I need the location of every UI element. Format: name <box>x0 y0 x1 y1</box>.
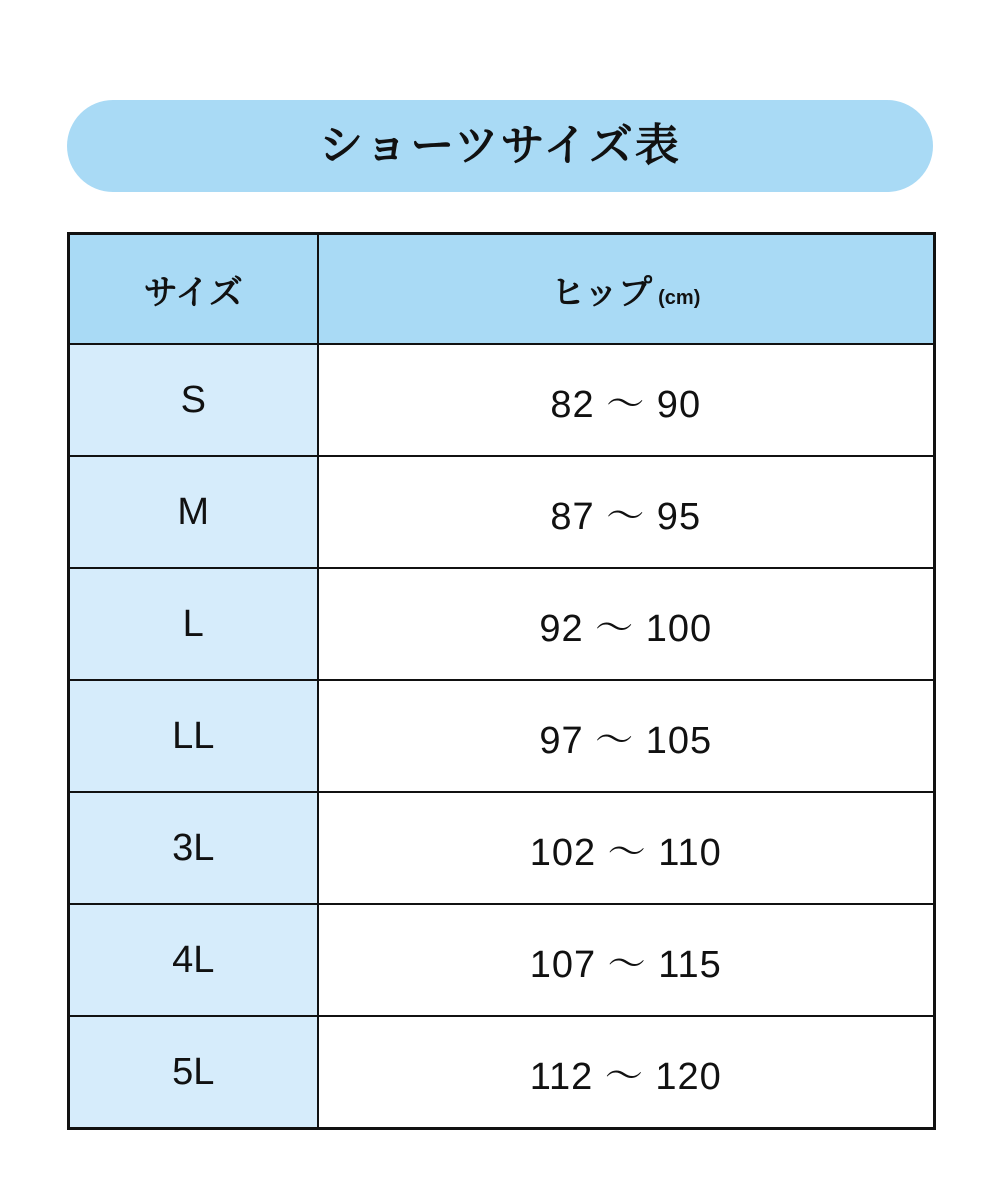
cell-hip: 112 〜 120 <box>318 1016 935 1129</box>
cell-size: 5L <box>69 1016 318 1129</box>
cell-hip: 102 〜 110 <box>318 792 935 904</box>
table-body <box>69 344 935 1129</box>
column-header-hip-label: ヒップ <box>551 273 653 312</box>
table-row <box>69 792 935 904</box>
column-header-hip <box>318 234 935 345</box>
cell-size: S <box>69 344 318 456</box>
table-row <box>69 680 935 792</box>
table-row <box>69 1016 935 1129</box>
table-row <box>69 568 935 680</box>
cell-hip: 97 〜 105 <box>318 680 935 792</box>
table-row <box>69 904 935 1016</box>
cell-size: LL <box>69 680 318 792</box>
cell-hip: 82 〜 90 <box>318 344 935 456</box>
column-header-size: サイズ <box>69 234 318 345</box>
cell-hip: 92 〜 100 <box>318 568 935 680</box>
cell-hip: 107 〜 115 <box>318 904 935 1016</box>
cell-size: 4L <box>69 904 318 1016</box>
table-row <box>69 456 935 568</box>
cell-size: 3L <box>69 792 318 904</box>
table-header-row <box>69 234 935 345</box>
table-row <box>69 344 935 456</box>
column-header-hip-unit: (cm) <box>658 286 701 309</box>
cell-size: L <box>69 568 318 680</box>
cell-size: M <box>69 456 318 568</box>
title-banner <box>67 100 933 192</box>
size-table <box>67 232 936 1130</box>
page-title: ショーツサイズ表 <box>319 121 681 170</box>
cell-hip: 87 〜 95 <box>318 456 935 568</box>
table-header <box>69 234 935 345</box>
